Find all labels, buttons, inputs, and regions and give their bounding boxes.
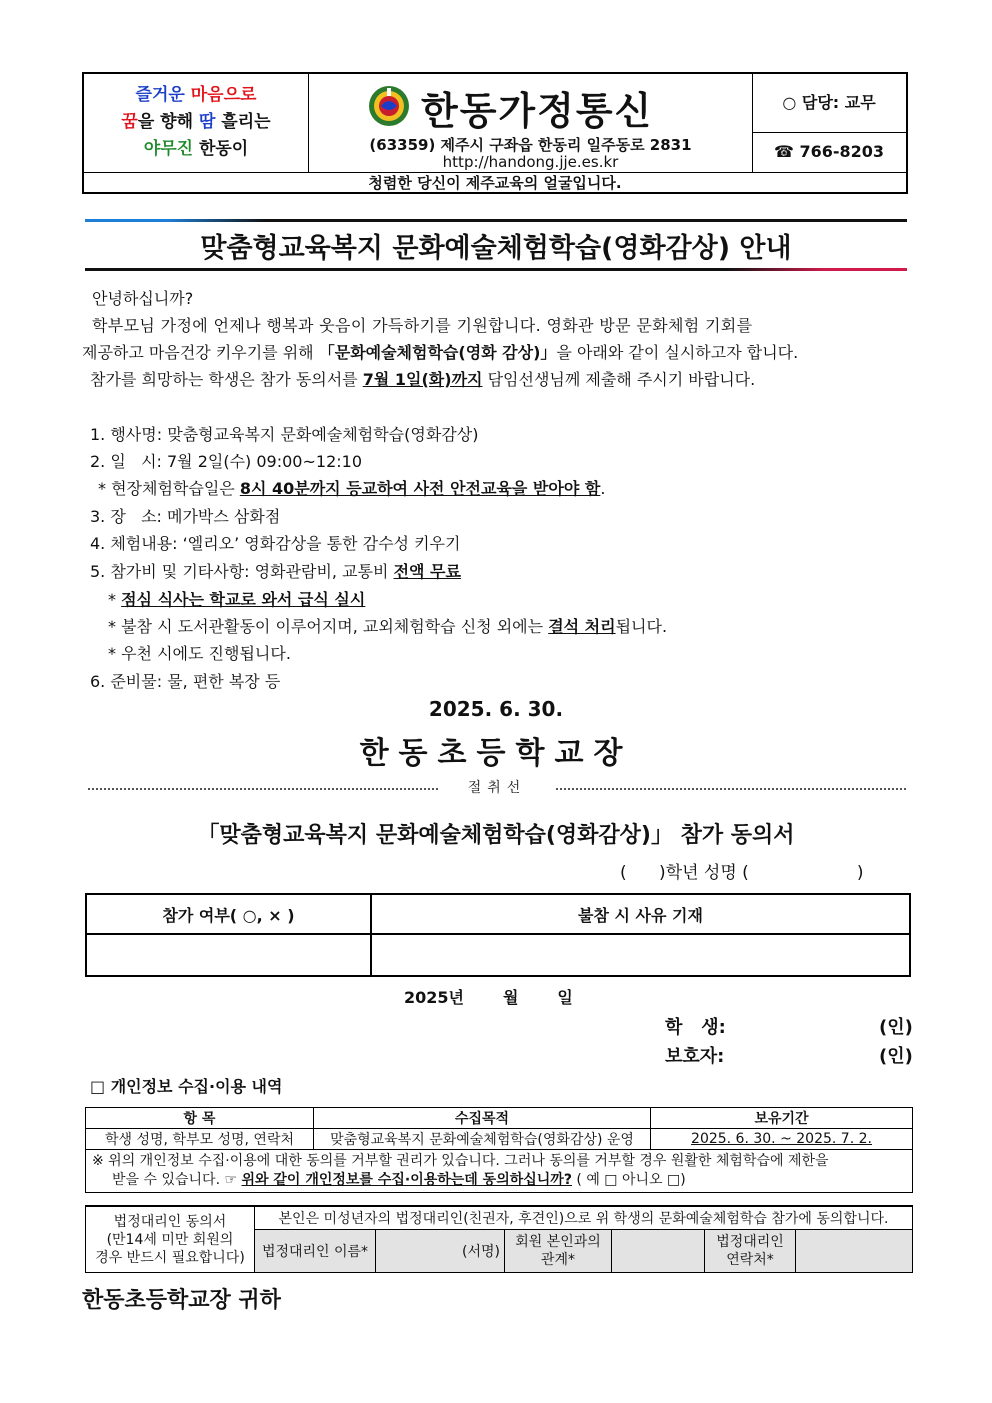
motto: 청렴한 당신이 제주교육의 얼굴입니다. <box>84 172 906 193</box>
principal-signature: 한동초등학교장 <box>359 736 633 771</box>
text: * 불참 시 도서관활동이 이루어지며, 교외체험학습 신청 외에는 <box>108 617 549 636</box>
list-item: 2. 일 시: 7월 2일(수) 09:00~12:10 <box>90 452 363 471</box>
newsletter-header <box>82 72 908 194</box>
legal-rep-contact-input[interactable] <box>796 1230 913 1273</box>
participation-header: 참가 여부( ○, × ) <box>86 894 371 934</box>
consent-checkboxes[interactable]: ( 예 □ 아니오 □) <box>571 1172 686 1188</box>
text: 됩니다. <box>615 617 668 636</box>
school-url[interactable]: http://handong.jje.es.kr <box>442 153 619 171</box>
privacy-col-item: 항 목 <box>86 1108 314 1129</box>
publication-block <box>309 74 753 172</box>
cut-line <box>88 777 906 797</box>
emphasis: 전액 무료 <box>393 562 461 581</box>
school-emblem-icon <box>367 84 411 128</box>
legal-rep-relation-input[interactable] <box>612 1230 705 1273</box>
slogan-text: 한동이 <box>193 139 249 159</box>
school-address: (63359) 제주시 구좌읍 한동리 일주동로 2831 <box>369 136 692 154</box>
school-slogan <box>84 74 309 172</box>
consent-title: 「맞춤형교육복지 문화예술체험학습(영화감상)」 참가 동의서 <box>197 823 795 848</box>
guardian-label: 보호자: <box>665 1046 725 1067</box>
legal-rep-contact-label: 법정대리인 연락처* <box>705 1230 796 1273</box>
absence-reason-input[interactable] <box>371 934 910 976</box>
privacy-item: 학생 성명, 학부모 성명, 연락처 <box>86 1129 314 1150</box>
paragraph-line: 학부모님 가정에 언제나 행복과 웃음이 가득하기를 기원합니다. 영화관 방문 문화체험 기회를 <box>92 316 753 335</box>
participation-table <box>85 893 911 977</box>
text: 을 아래와 같이 실시하고자 합니다. <box>556 343 799 362</box>
slogan-text: 땀 <box>198 112 216 132</box>
list-item-note <box>108 587 365 610</box>
slogan-text: 즐거운 <box>135 85 191 105</box>
text: 5. 참가비 및 기타사항: 영화관람비, 교통비 <box>90 562 394 581</box>
list-item: 1. 행사명: 맞춤형교육복지 문화예술체험학습(영화감상) <box>90 425 479 444</box>
slogan-text: 마음으로 <box>190 85 257 105</box>
participation-input[interactable] <box>86 934 371 976</box>
privacy-note <box>86 1150 913 1193</box>
paragraph-line <box>90 367 755 390</box>
cut-line-label: 절취선 <box>467 780 527 796</box>
legal-rep-label: 법정대리인 동의서 (만14세 미만 회원의 경우 반드시 필요합니다) <box>86 1206 255 1273</box>
privacy-col-purpose: 수집목적 <box>314 1108 651 1129</box>
in-charge: ○ 담당: 교무 <box>752 74 906 133</box>
issue-date: 2025. 6. 30. <box>428 697 564 721</box>
text: . <box>600 479 606 498</box>
text: 참가를 희망하는 학생은 참가 동의서를 <box>90 370 363 389</box>
student-seal[interactable]: (인) <box>879 1017 913 1038</box>
student-label: 학 생: <box>665 1017 726 1038</box>
legal-representative-table <box>85 1205 913 1273</box>
slogan-text: 꿈 <box>121 112 138 132</box>
emphasis: 점심 식사는 학교로 와서 급식 실시 <box>121 590 366 609</box>
page-title: 맞춤형교육복지 문화예술체험학습(영화감상) 안내 <box>200 233 792 264</box>
list-item-note <box>108 614 667 637</box>
deadline: 7월 1일(화)까지 <box>362 370 483 389</box>
list-item: 4. 체험내용: ‘엘리오’ 영화감상을 통한 감수성 키우기 <box>90 534 461 553</box>
slogan-text: 야무진 <box>143 139 194 159</box>
privacy-heading: □ 개인정보 수집·이용 내역 <box>90 1077 283 1096</box>
text: * <box>108 590 122 609</box>
title-bottom-rule <box>85 268 907 271</box>
privacy-purpose: 맞춤형교육복지 문화예술체험학습(영화감상) 운영 <box>314 1129 651 1150</box>
text: * 현장체험학습일은 <box>98 479 240 498</box>
title-top-rule <box>85 219 907 222</box>
consent-date[interactable]: 2025년 월 일 <box>404 988 573 1007</box>
text: 제공하고 마음건강 키우기를 위해 <box>82 343 319 362</box>
privacy-note-line: ※ 위의 개인정보 수집·이용에 대한 동의를 거부할 권리가 있습니다. 그러나 동의를 거부할 경우 원활한 체험학습에 제한을 <box>92 1153 829 1169</box>
legal-rep-relation-label: 회원 본인과의 관계* <box>505 1230 612 1273</box>
legal-rep-name-label: 법정대리인 이름* <box>255 1230 376 1273</box>
emphasis: 결석 처리 <box>548 617 616 636</box>
legal-rep-statement: 본인은 미성년자의 법정대리인(친권자, 후견인)으로 위 학생의 문화예술체험학습 참가에 동의합니다. <box>255 1206 913 1230</box>
program-name: 「문화예술체험학습(영화 감상)」 <box>318 343 557 362</box>
consent-question: 위와 같이 개인정보를 수집·이용하는데 동의하십니까? <box>241 1172 572 1188</box>
greeting: 안녕하십니까? <box>92 289 194 308</box>
paragraph-line <box>82 340 798 363</box>
list-item: 3. 장 소: 메가박스 삼화점 <box>90 507 281 526</box>
privacy-note-line <box>92 1171 906 1190</box>
privacy-table <box>85 1107 913 1193</box>
grade-name-field[interactable]: ( )학년 성명 ( ) <box>620 863 864 883</box>
list-item: 6. 준비물: 물, 편한 복장 등 <box>90 672 281 691</box>
list-item <box>90 559 461 582</box>
privacy-period: 2025. 6. 30. ~ 2025. 7. 2. <box>651 1129 913 1150</box>
list-item-note: * 우천 시에도 진행됩니다. <box>108 644 291 663</box>
slogan-text: 을 향해 <box>137 112 199 132</box>
publication-title: 한동가정통신 <box>421 89 654 133</box>
slogan-text: 흘리는 <box>215 112 271 132</box>
contact-block <box>752 74 906 172</box>
legal-rep-sign[interactable]: (서명) <box>376 1230 505 1273</box>
absence-reason-header: 불참 시 사유 기재 <box>371 894 910 934</box>
list-item-note <box>98 476 605 499</box>
privacy-col-period: 보유기간 <box>651 1108 913 1129</box>
emphasis: 8시 40분까지 등교하여 사전 안전교육을 받아야 함 <box>239 479 601 498</box>
guardian-seal[interactable]: (인) <box>879 1046 913 1067</box>
footer-addressee: 한동초등학교장 귀하 <box>82 1288 281 1313</box>
phone-number: ☎ 766-8203 <box>773 142 885 161</box>
text: 받을 수 있습니다. ☞ <box>112 1172 242 1188</box>
text: 담임선생님께 제출해 주시기 바랍니다. <box>482 370 756 389</box>
